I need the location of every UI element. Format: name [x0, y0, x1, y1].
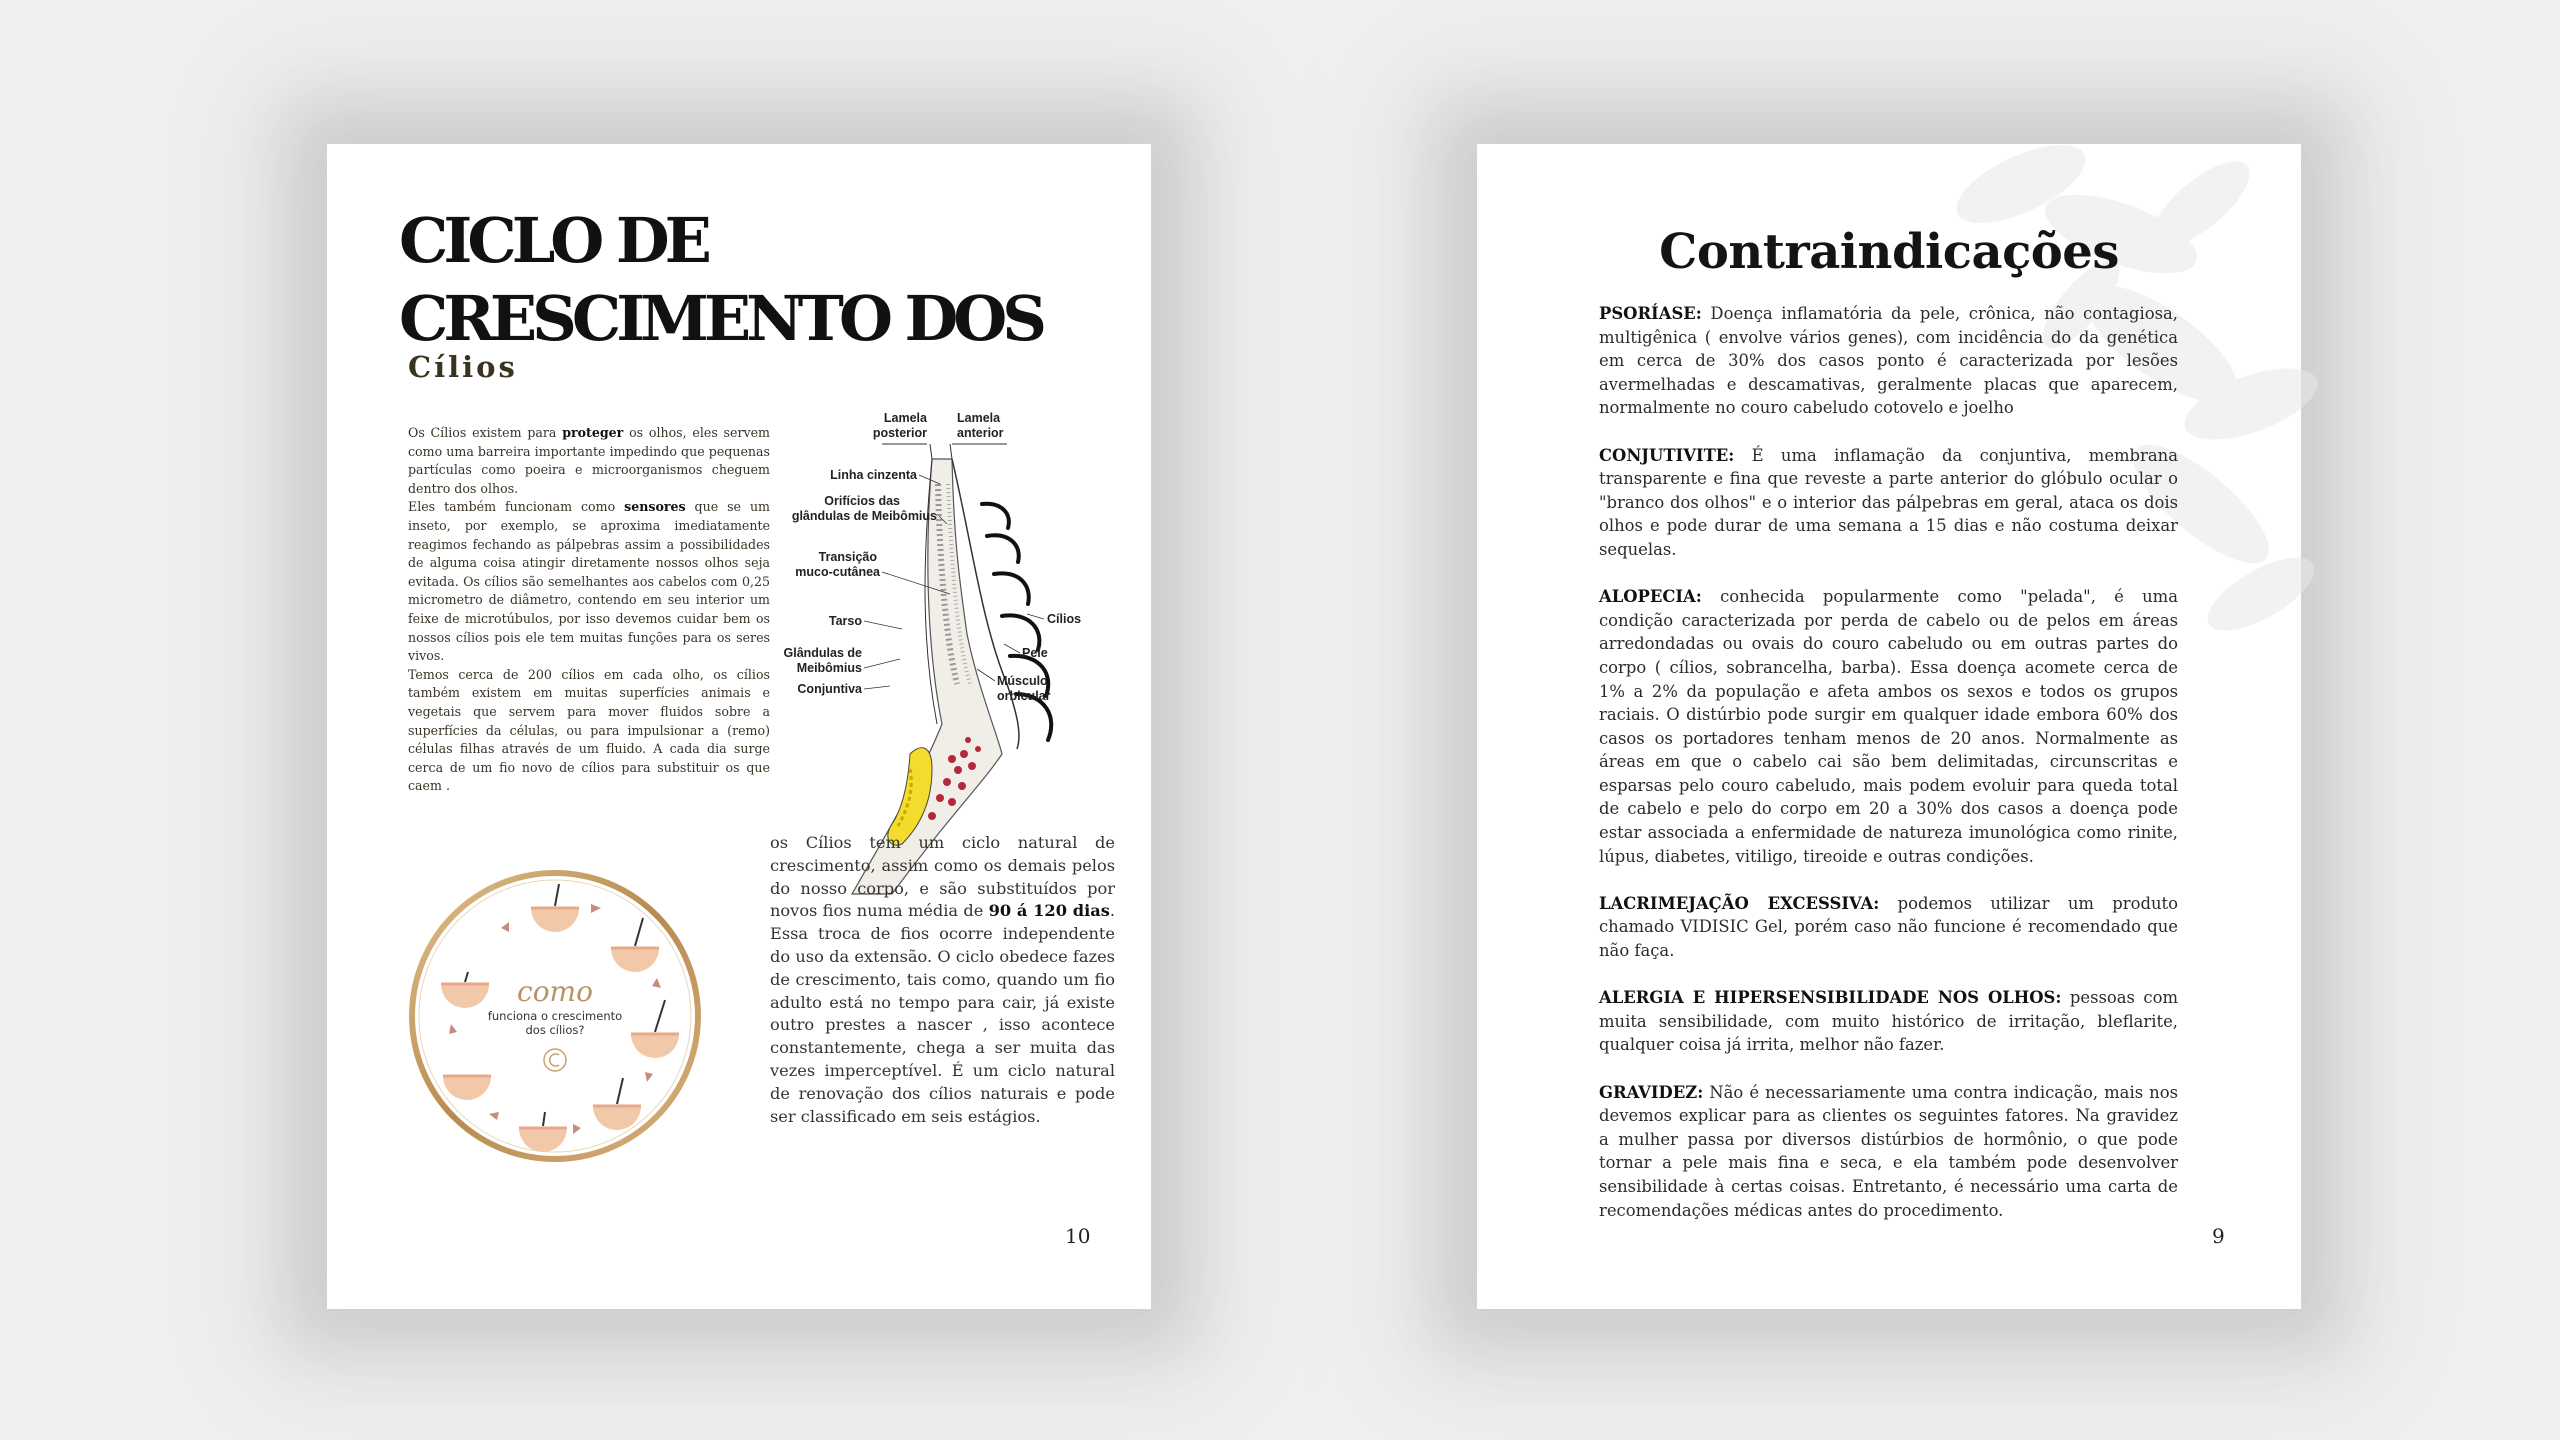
label-lamela-posterior-2: posterior	[872, 426, 927, 440]
label-transicao-2: muco-cutânea	[795, 565, 880, 579]
cycle-text: os Cílios tem um ciclo natural de crescimento, assim como os demais pelos do nosso corpo, e são substituídos por novos fios numa média de 90 á 120 dias. Essa troca de fios ocorre independente do uso da extensão. O ciclo obedece fazes de crescimento, tais como, quando um fio adulto está no tempo para cair, já existe outro prestes a nascer , isso acontece constantemente, chega a ser muita das vezes imperceptível. É um ciclo natural de renovação dos cílios naturais e pode ser classificado em seis estágios.	[770, 833, 1115, 1126]
page-title	[399, 202, 1119, 358]
intro-paragraph-1: Os Cílios existem para proteger os olhos, eles servem como uma barreira importante impedindo que pequenas partículas como poeira e microorganismos cheguem dentro dos olhos.	[408, 425, 770, 496]
page-number: 10	[1065, 1224, 1091, 1248]
section-conjuntivite: CONJUTIVITE: É uma inflamação da conjuntiva, membrana transparente e fina que reveste a parte anterior do glóbulo ocular o "branco dos olhos" e o interior das pálpebras em geral, ataca os dois olhos e pode durar de uma semana a 15 dias e não costuma deixar sequelas.	[1599, 445, 2178, 559]
cycle-graphic	[405, 866, 705, 1166]
page-right	[1477, 144, 2301, 1309]
intro-paragraph-3: Temos cerca de 200 cílios em cada olho, os cílios também existem em muitas superfícies animais e vegetais que servem para mover fluidos sobre a superfícies da células, ou para impulsionar a (remo) células filhas através de um fluido. A cada dia surge cerca de um fio novo de cílios para substituir os que caem .	[408, 666, 770, 794]
label-lamela-anterior-1: Lamela	[957, 411, 1001, 425]
cycle-word: como	[517, 975, 593, 1008]
title-line-1: CICLO DE	[399, 204, 707, 277]
label-pele: Pele	[1022, 646, 1048, 660]
page-number: 9	[2212, 1224, 2225, 1248]
label-glandulas-2: Meibômius	[796, 661, 862, 675]
page-title: Contraindicações	[1659, 224, 2119, 280]
label-conjuntiva: Conjuntiva	[797, 682, 862, 696]
cycle-line-1: funciona o crescimento	[487, 1009, 623, 1023]
label-orificios-2: glândulas de Meibômius	[791, 509, 937, 523]
section-psoriase: PSORÍASE: Doença inflamatória da pele, crônica, não contagiosa, multigênica ( envolve vários genes), com incidência do da genética em cerca de 30% dos casos ponto é caracterizada por lesões avermelhadas e descamativas, geralmente placas que aparecem, normalmente no couro cabeludo cotovelo e joelho	[1599, 304, 2178, 418]
page-subtitle: Cílios	[408, 350, 518, 384]
label-transicao-1: Transição	[818, 550, 877, 564]
label-linha-cinzenta: Linha cinzenta	[830, 468, 917, 482]
section-lacrimejacao: LACRIMEJAÇÃO EXCESSIVA: podemos utilizar um produto chamado VIDISIC Gel, porém caso não funcione é recomendado que não faça.	[1599, 893, 2178, 961]
label-glandulas-1: Glândulas de	[783, 646, 862, 660]
title-line-2: CRESCIMENTO DOS	[399, 282, 1043, 355]
contraindications-list	[1599, 302, 2178, 1246]
label-cilios: Cílios	[1047, 612, 1082, 626]
intro-paragraph-2: Eles também funcionam como sensores que se um inseto, por exemplo, se aproxima imediatamente reagimos fechando as pálpebras assim a possibilidades de alguma coisa atingir diretamente nossos olhos seja evitada. Os cílios são semelhantes aos cabelos com 0,25 micrometro de diâmetro, contendo em seu interior um feixe de microtúbulos, por isso devemos cuidar bem os nossos cílios pois ele tem muitas funções para os seres vivos.	[408, 499, 770, 664]
label-orificios-1: Orifícios das	[824, 494, 900, 508]
intro-text	[408, 424, 770, 796]
cycle-line-2: dos cílios?	[525, 1023, 585, 1037]
label-musculo-2: orbicular	[997, 689, 1051, 703]
section-gravidez: GRAVIDEZ: Não é necessariamente uma contra indicação, mais nos devemos explicar para as clientes os seguintes fatores. Na gravidez a mulher passa por diversos distúrbios de hormônio, o que pode tornar a pele mais fina e seca, e ela também pode desenvolver sensibilidade à certas coisas. Entretanto, é necessário uma carta de recomendações médicas antes do procedimento.	[1599, 1082, 2178, 1220]
label-lamela-posterior-1: Lamela	[883, 411, 927, 425]
section-alergia: ALERGIA E HIPERSENSIBILIDADE NOS OLHOS: pessoas com muita sensibilidade, com muito histórico de irritação, bleflarite, qualquer coisa já irrita, melhor não fazer.	[1599, 988, 2178, 1055]
label-lamela-anterior-2: anterior	[957, 426, 1004, 440]
label-tarso: Tarso	[828, 614, 862, 628]
section-alopecia: ALOPECIA: conhecida popularmente como "pelada", é uma condição caracterizada por perda de cabelo ou de pelos em áreas arredondadas ou ovais do couro cabeludo ou em outras partes do corpo ( cílios, sobrancelha, barba). Essa doença acomete cerca de 1% a 2% da população e afeta ambos os sexos e todos os grupos raciais. O distúrbio pode surgir em qualquer idade embora 60% dos casos os portadores tenham menos de 20 anos. Normalmente as áreas em que o cabelo cai são bem delimitadas, circunscritas e esparsas pelo couro cabeludo, mais podem evoluir para queda total de cabelo e pelo do corpo em 20 a 30% dos casos a doença pode estar associada a enfermidade de natureza imunológica como rinite, lúpus, diabetes, vitiligo, tireoide e outras condições.	[1599, 587, 2178, 866]
page-left	[327, 144, 1151, 1309]
label-musculo-1: Músculo	[997, 674, 1048, 688]
